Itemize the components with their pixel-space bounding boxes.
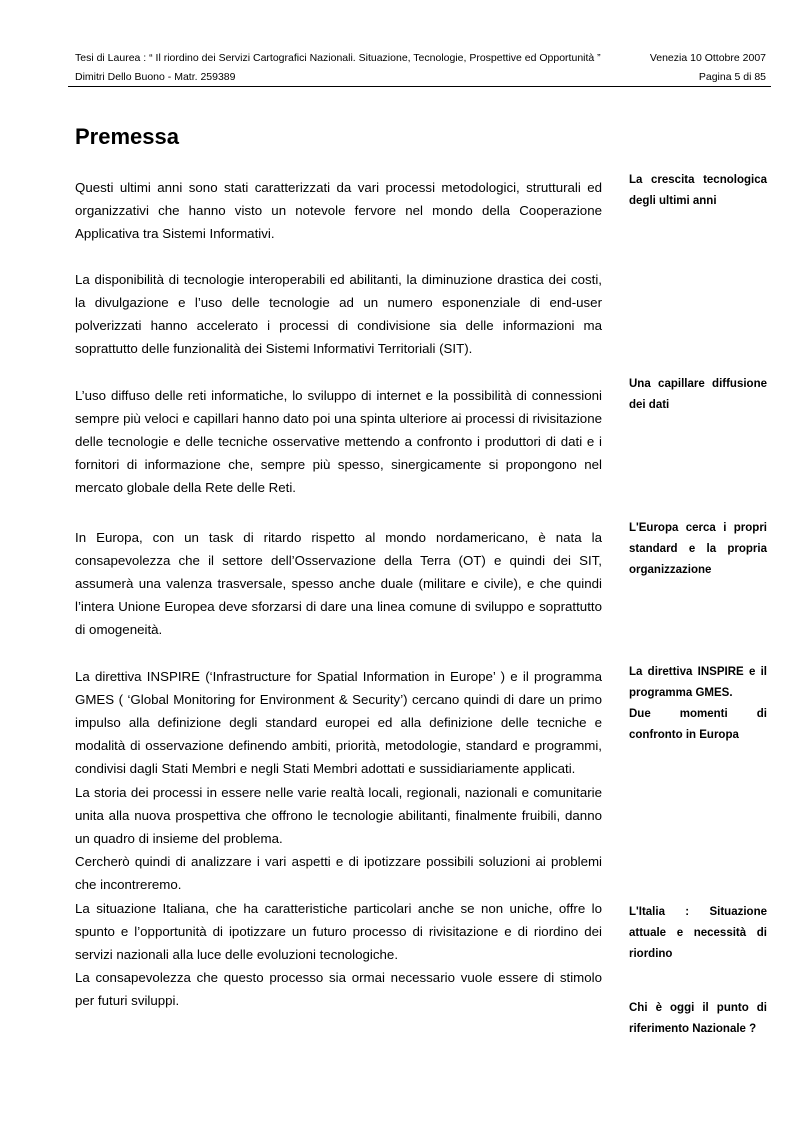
paragraph: L’uso diffuso delle reti informatiche, lo sviluppo di internet e la possibilità di connessioni sempre più veloci e capillari hanno dato poi una spinta ulteriore ai processi di rivisitazione delle tecnologie e delle tecniche osservative mettendo a confronto i produttori di dati e i fornitori di informazione che, sempre più spesso, sinergicamente si propongono nel mercato globale della Rete delle Reti. bbox=[75, 388, 602, 495]
paragraph: Questi ultimi anni sono stati caratterizzati da vari processi metodologici, strutturali ed organizzativi che hanno visto un notevole fervore nel mondo della Cooperazione Applicativa tra Sistemi Informativi. bbox=[75, 180, 602, 241]
paragraph: In Europa, con un task di ritardo rispetto al mondo nordamericano, è nata la consapevolezza che il settore dell’Osservazione della Terra (OT) e quindi dei SIT, assumerà una valenza trasversale, spesso anche duale (militare e civile), e che quindi l’intera Unione Europea deve sforzarsi di dare una linea comune di sviluppo e soprattutto di omogeneità. bbox=[75, 530, 602, 637]
margin-note: Due momenti di confronto in Europa bbox=[629, 708, 767, 741]
header-divider bbox=[68, 86, 771, 87]
paragraph: La situazione Italiana, che ha caratteristiche particolari anche se non uniche, offre lo spunto e l’opportunità di ipotizzare un futuro processo di rivisitazione e di riordino dei servizi nazionali alla luce delle evoluzioni tecnologiche. bbox=[75, 901, 602, 962]
margin-note: L'Italia : Situazione attuale e necessità di riordino bbox=[629, 906, 767, 960]
header-author: Dimitri Dello Buono - Matr. 259389 bbox=[75, 71, 236, 83]
margin-note: La crescita tecnologica degli ultimi anni bbox=[629, 174, 767, 207]
header-date: Venezia 10 Ottobre 2007 bbox=[649, 52, 766, 64]
paragraph: Cercherò quindi di analizzare i vari aspetti e di ipotizzare possibili soluzioni ai problemi che incontreremo. bbox=[75, 854, 602, 892]
margin-note: Una capillare diffusione dei dati bbox=[629, 378, 767, 411]
page-title: Premessa bbox=[75, 124, 179, 149]
margin-note: L'Europa cerca i propri standard e la propria organizzazione bbox=[629, 522, 767, 576]
header-thesis-title: Tesi di Laurea : “ Il riordino dei Servizi Cartografici Nazionali. Situazione, Tecnologie, Prospettive ed Opportunità ” bbox=[75, 52, 601, 64]
paragraph: La direttiva INSPIRE (‘Infrastructure for Spatial Information in Europe’ ) e il programma GMES ( ‘Global Monitoring for Environment & Security’) cercano quindi di dare un primo impulso alla definizione degli standard europei ed alla definizione delle tecniche e modalità di osservazione definendo ambiti, priorità, metodologie, standard e programmi, condivisi dagli Stati Membri e negli Stati Membri adottati e sussidiariamente applicati. bbox=[75, 669, 602, 776]
paragraph: La storia dei processi in essere nelle varie realtà locali, regionali, nazionali e comunitarie unita alla nuova prospettiva che offrono le tecnologie abilitanti, finalmente fruibili, danno un quadro di insieme del problema. bbox=[75, 785, 602, 846]
header-page-number: Pagina 5 di 85 bbox=[698, 71, 766, 83]
margin-note: Chi è oggi il punto di riferimento Nazionale ? bbox=[629, 1002, 767, 1035]
margin-note: La direttiva INSPIRE e il programma GMES. bbox=[629, 666, 767, 699]
paragraph: La consapevolezza che questo processo sia ormai necessario vuole essere di stimolo per futuri sviluppi. bbox=[75, 970, 602, 1008]
paragraph: La disponibilità di tecnologie interoperabili ed abilitanti, la diminuzione drastica dei costi, la divulgazione e l’uso delle tecnologie ad un numero esponenziale di end-user polverizzati hanno accelerato i processi di condivisione sia delle informazioni ma soprattutto delle funzionalità dei Sistemi Informativi Territoriali (SIT). bbox=[75, 272, 602, 356]
